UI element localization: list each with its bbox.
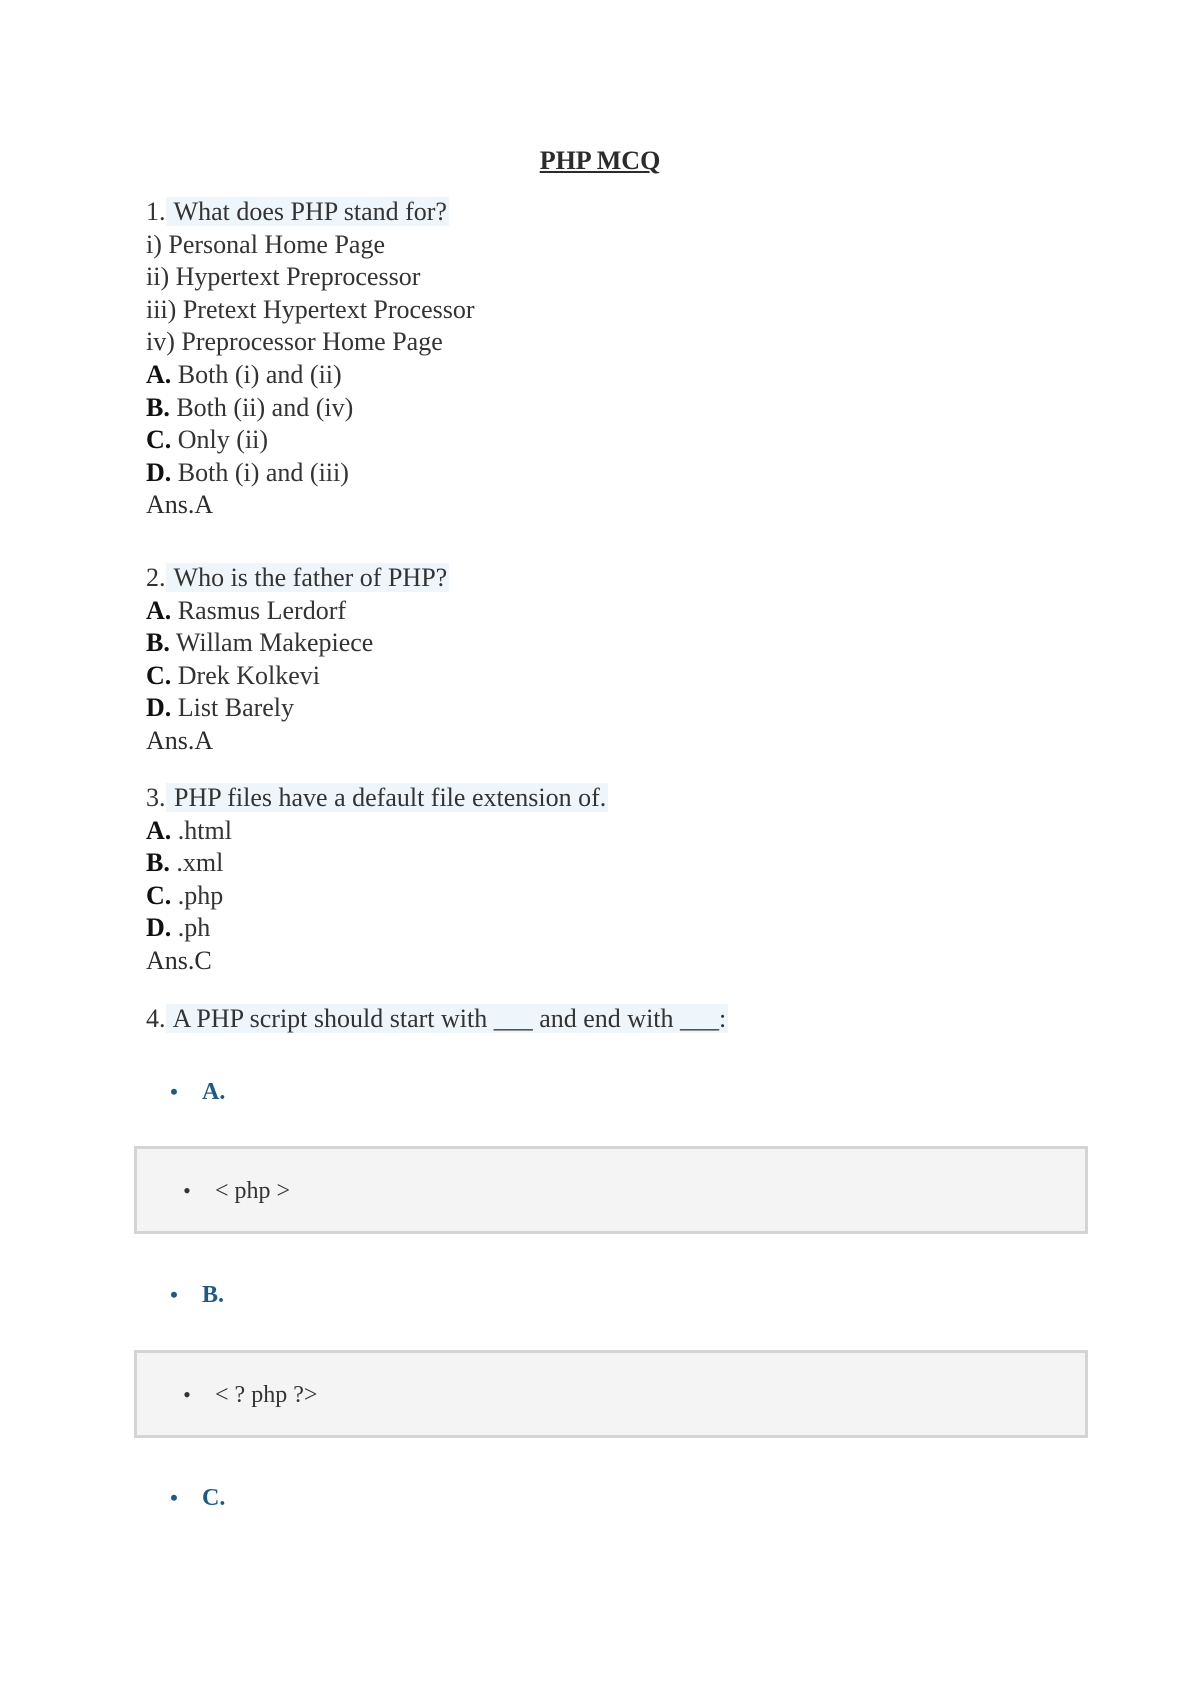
question-text: PHP files have a default file extension of. xyxy=(167,783,607,812)
option-letter: B. xyxy=(146,392,170,422)
bullet-icon: • xyxy=(170,1282,178,1307)
question-3 xyxy=(146,782,1086,978)
option-letter: B. xyxy=(146,848,170,878)
question-prompt xyxy=(146,562,1086,595)
question-4 xyxy=(146,1003,1086,1036)
option-c xyxy=(146,880,1086,913)
answer: Ans.C xyxy=(146,945,212,975)
option-b xyxy=(146,627,1086,660)
question-number: 4. xyxy=(146,1004,166,1033)
question-text: What does PHP stand for? xyxy=(167,197,447,226)
option-letter: D. xyxy=(146,693,172,723)
question-number: 3. xyxy=(146,783,166,812)
option-a xyxy=(146,595,1086,628)
sub-item: ii) Hypertext Preprocessor xyxy=(146,262,421,292)
option-letter: D. xyxy=(146,457,172,487)
question-1 xyxy=(146,196,1086,522)
bullet-icon: • xyxy=(170,1485,178,1510)
question-text: A PHP script should start with ___ and end with ___: xyxy=(167,1004,727,1033)
option-letter: A. xyxy=(146,595,172,625)
option-text: Both (ii) and (iv) xyxy=(169,392,354,422)
option-text: Rasmus Lerdorf xyxy=(171,595,347,625)
question-2 xyxy=(146,562,1086,758)
bullet-option-a xyxy=(146,1079,225,1106)
question-prompt xyxy=(146,1003,1086,1036)
page-title: PHP MCQ xyxy=(539,146,661,175)
sub-item: iii) Pretext Hypertext Processor xyxy=(146,294,475,324)
option-letter: D. xyxy=(146,913,172,943)
option-letter: C. xyxy=(146,880,172,910)
bullet-icon: • xyxy=(170,1079,178,1104)
option-letter: C. xyxy=(146,660,172,690)
option-text: List Barely xyxy=(171,693,295,723)
question-prompt xyxy=(146,196,1086,229)
bullet-icon: • xyxy=(183,1178,191,1203)
option-d xyxy=(146,692,1086,725)
code-line xyxy=(159,1178,290,1205)
option-letter: B. xyxy=(202,1282,225,1308)
code-text: < ? php ?> xyxy=(215,1382,318,1408)
option-text: Both (i) and (ii) xyxy=(171,359,342,389)
option-letter: A. xyxy=(202,1079,226,1105)
code-line xyxy=(159,1382,317,1409)
option-b xyxy=(146,847,1086,880)
option-a xyxy=(146,359,1086,392)
sub-item: i) Personal Home Page xyxy=(146,229,386,259)
question-number: 1. xyxy=(146,197,166,226)
option-letter: C. xyxy=(146,425,172,455)
code-block xyxy=(134,1146,1088,1234)
bullet-option-c xyxy=(146,1485,225,1512)
option-text: Both (i) and (iii) xyxy=(171,457,349,487)
option-letter: C. xyxy=(202,1485,226,1511)
option-d xyxy=(146,457,1086,490)
option-text: .ph xyxy=(171,913,211,943)
code-block xyxy=(134,1350,1088,1438)
option-text: Drek Kolkevi xyxy=(171,660,321,690)
bullet-icon: • xyxy=(183,1382,191,1407)
option-text: Willam Makepiece xyxy=(169,628,374,658)
question-text: Who is the father of PHP? xyxy=(167,563,448,592)
sub-item: iv) Preprocessor Home Page xyxy=(146,327,443,357)
option-c xyxy=(146,660,1086,693)
code-text: < php > xyxy=(215,1178,291,1204)
option-letter: A. xyxy=(146,359,172,389)
option-a xyxy=(146,815,1086,848)
answer: Ans.A xyxy=(146,490,214,520)
option-b xyxy=(146,392,1086,425)
answer: Ans.A xyxy=(146,725,214,755)
question-number: 2. xyxy=(146,563,166,592)
option-text: .php xyxy=(171,880,224,910)
option-text: .xml xyxy=(169,848,224,878)
option-letter: A. xyxy=(146,815,172,845)
option-text: Only (ii) xyxy=(171,425,269,455)
option-d xyxy=(146,912,1086,945)
question-prompt xyxy=(146,782,1086,815)
option-letter: B. xyxy=(146,628,170,658)
bullet-option-b xyxy=(146,1282,224,1309)
option-text: .html xyxy=(171,815,232,845)
option-c xyxy=(146,424,1086,457)
